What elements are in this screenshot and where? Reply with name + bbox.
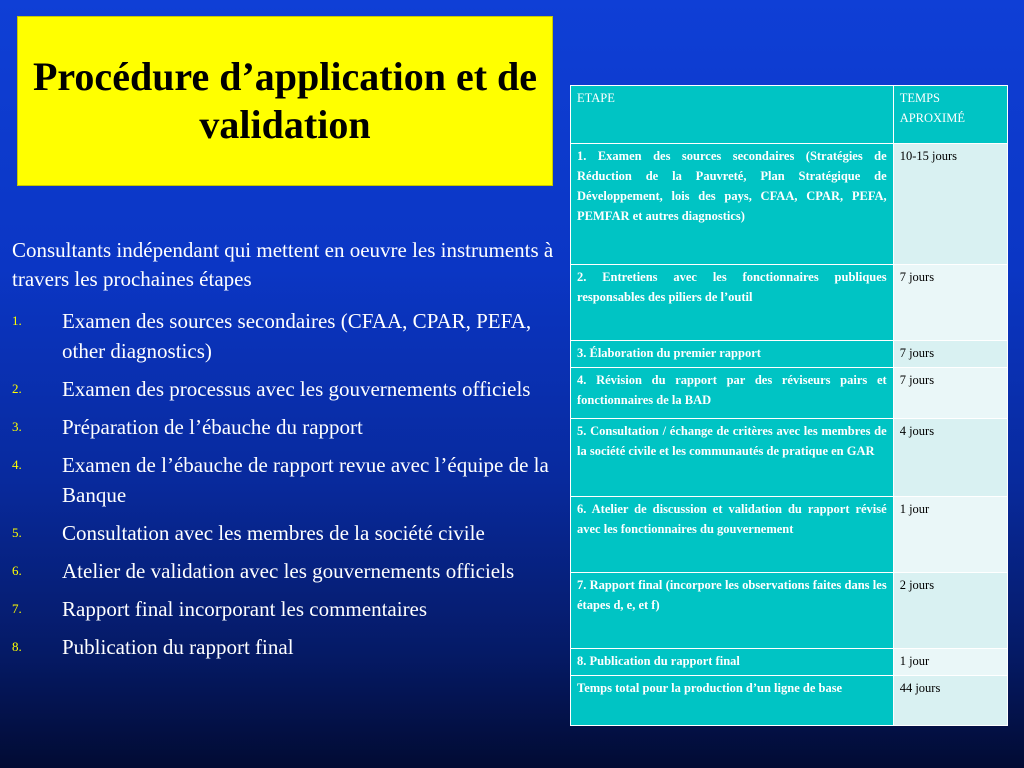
cell-etape: 3. Élaboration du premier rapport bbox=[571, 341, 894, 368]
table-row bbox=[571, 419, 1008, 497]
list-number: 3. bbox=[12, 419, 22, 434]
table-row bbox=[571, 497, 1008, 573]
cell-etape: 7. Rapport final (incorpore les observations faites dans les étapes d, e, et f) bbox=[571, 573, 894, 649]
list-number: 8. bbox=[12, 639, 22, 654]
title-box bbox=[17, 16, 553, 186]
table-row bbox=[571, 573, 1008, 649]
cell-temps: 44 jours bbox=[893, 676, 1007, 726]
cell-temps: 1 jour bbox=[893, 649, 1007, 676]
cell-etape: 5. Consultation / échange de critères avec les membres de la société civile et les communautés de pratique en GAR bbox=[571, 419, 894, 497]
list-item-text: Publication du rapport final bbox=[62, 635, 294, 659]
list-number: 5. bbox=[12, 525, 22, 540]
list-item bbox=[12, 374, 567, 404]
table-row bbox=[571, 144, 1008, 265]
etapes-table bbox=[570, 85, 1008, 726]
table-row bbox=[571, 649, 1008, 676]
list-item bbox=[12, 450, 567, 510]
cell-etape: 8. Publication du rapport final bbox=[571, 649, 894, 676]
list-item-text: Examen des sources secondaires (CFAA, CPAR, PEFA, other diagnostics) bbox=[62, 309, 532, 363]
list-item bbox=[12, 518, 567, 548]
cell-temps: 4 jours bbox=[893, 419, 1007, 497]
cell-etape: Temps total pour la production d’un ligne de base bbox=[571, 676, 894, 726]
cell-temps: 10-15 jours bbox=[893, 144, 1007, 265]
cell-etape: 1. Examen des sources secondaires (Stratégies de Réduction de la Pauvreté, Plan Stratégique de Développement, lois des pays, CFAA, CPAR, PEFA, PEMFAR et autres diagnostics) bbox=[571, 144, 894, 265]
cell-temps: 7 jours bbox=[893, 265, 1007, 341]
list-item-text: Examen de l’ébauche de rapport revue avec l’équipe de la Banque bbox=[62, 453, 549, 507]
cell-etape: 4. Révision du rapport par des réviseurs pairs et fonctionnaires de la BAD bbox=[571, 368, 894, 419]
cell-temps: 7 jours bbox=[893, 368, 1007, 419]
list-number: 4. bbox=[12, 457, 22, 472]
intro-text: Consultants indépendant qui mettent en oeuvre les instruments à travers les prochaines étapes bbox=[12, 238, 554, 291]
table-header-row bbox=[571, 86, 1008, 144]
cell-etape: 2. Entretiens avec les fonctionnaires publiques responsables des piliers de l’outil bbox=[571, 265, 894, 341]
list-item-text: Rapport final incorporant les commentaires bbox=[62, 597, 428, 621]
table-row bbox=[571, 265, 1008, 341]
table-row bbox=[571, 341, 1008, 368]
cell-temps: 1 jour bbox=[893, 497, 1007, 573]
list-number: 1. bbox=[12, 313, 22, 328]
list-item-text: Consultation avec les membres de la société civile bbox=[62, 521, 485, 545]
cell-etape: 6. Atelier de discussion et validation du rapport révisé avec les fonctionnaires du gouvernement bbox=[571, 497, 894, 573]
header-etape: ETAPE bbox=[571, 86, 894, 144]
list-number: 2. bbox=[12, 381, 22, 396]
cell-temps: 2 jours bbox=[893, 573, 1007, 649]
list-item bbox=[12, 412, 567, 442]
list-item bbox=[12, 306, 567, 366]
cell-temps: 7 jours bbox=[893, 341, 1007, 368]
table-row bbox=[571, 676, 1008, 726]
slide-title: Procédure d’application et de validation bbox=[32, 54, 538, 147]
list-number: 7. bbox=[12, 601, 22, 616]
list-item-text: Examen des processus avec les gouvernements officiels bbox=[62, 377, 531, 401]
list-item-text: Préparation de l’ébauche du rapport bbox=[62, 415, 363, 439]
list-number: 6. bbox=[12, 563, 22, 578]
list-item bbox=[12, 594, 567, 624]
steps-list bbox=[12, 306, 567, 670]
table-row bbox=[571, 368, 1008, 419]
list-item bbox=[12, 556, 567, 586]
list-item bbox=[12, 632, 567, 662]
list-item-text: Atelier de validation avec les gouvernements officiels bbox=[62, 559, 515, 583]
header-temps: TEMPS APROXIMÉ bbox=[893, 86, 1007, 144]
